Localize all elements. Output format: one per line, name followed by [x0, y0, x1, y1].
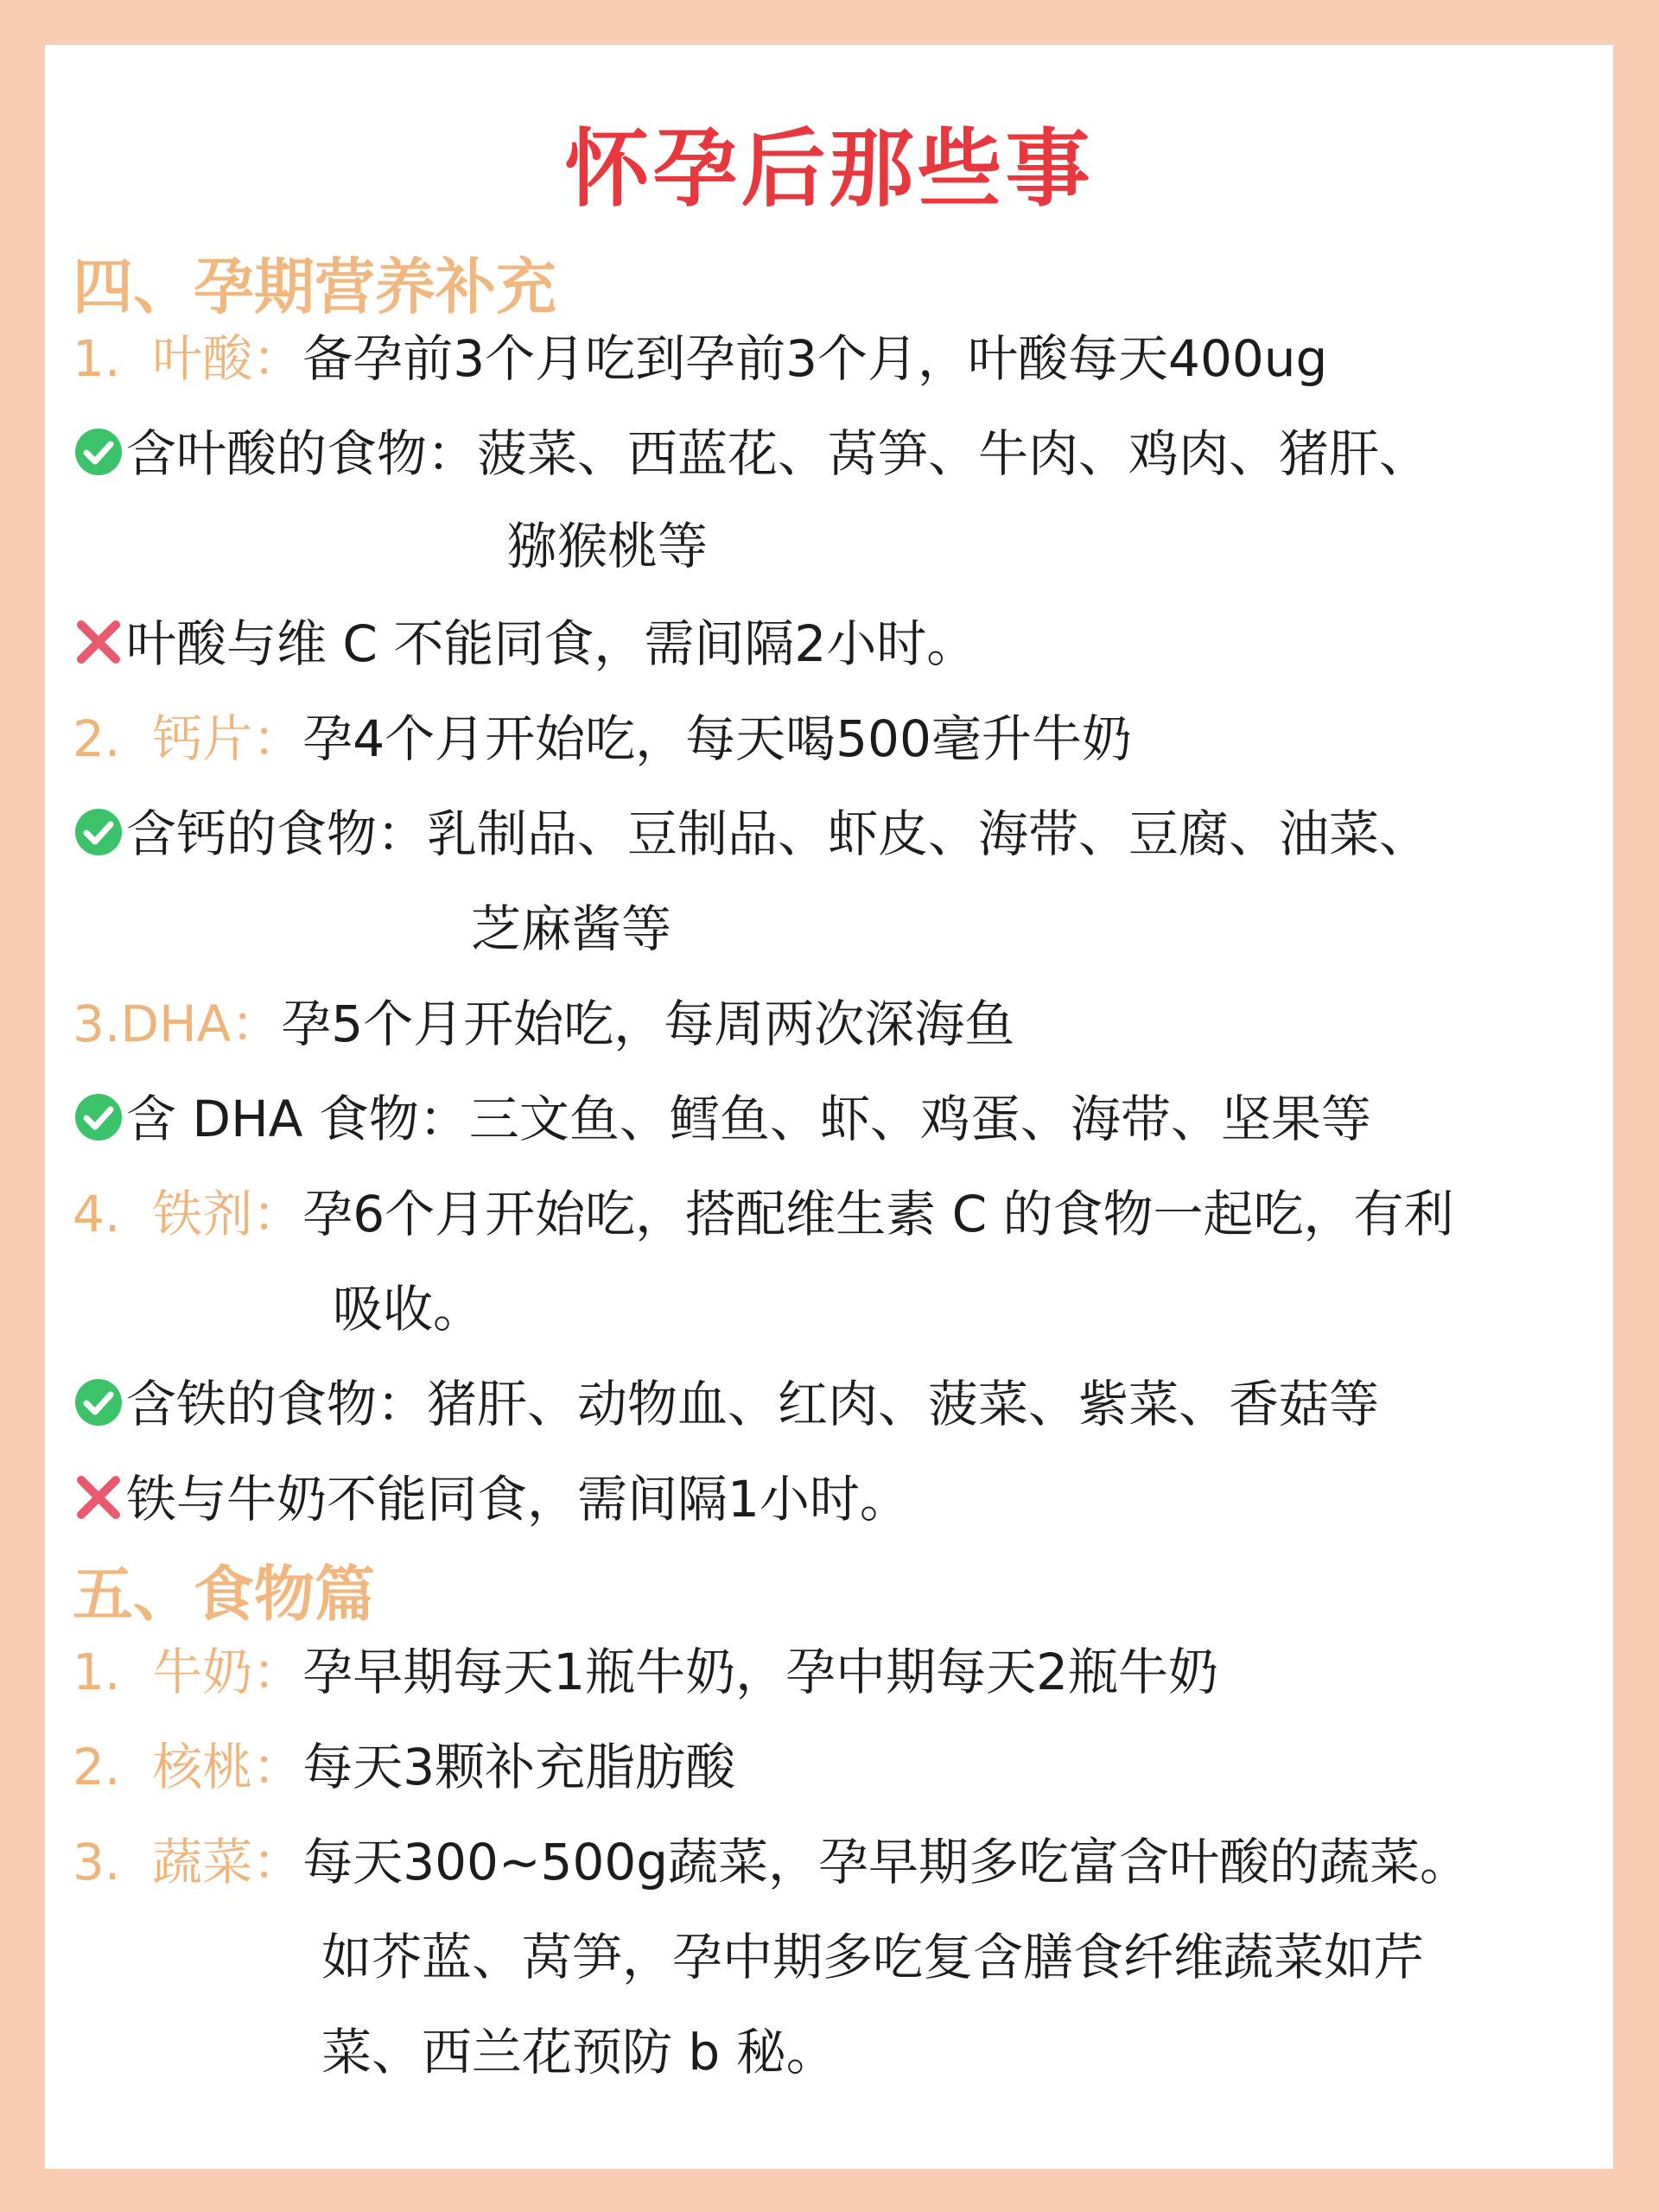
item-number: 4.	[73, 1185, 121, 1243]
vegetables-text-continued-1: 如芥蓝、莴笋，孕中期多吃复含膳食纤维蔬菜如芹	[321, 1928, 1425, 1986]
item-number: 2.	[73, 1738, 121, 1796]
item-text: 备孕前3个月吃到孕前3个月，叶酸每天400ug	[302, 329, 1328, 388]
item-calcium	[73, 704, 1132, 773]
folic-acid-warning-text: 叶酸与维 C 不能同食，需间隔2小时。	[126, 614, 977, 673]
item-label: 叶酸：	[152, 329, 303, 388]
iron-foods	[73, 1370, 1379, 1439]
vegetables-text-continued-2: 菜、西兰花预防 b 秘。	[321, 2023, 836, 2082]
iron-warning	[73, 1465, 910, 1534]
content-card	[45, 45, 1613, 2169]
check-circle-icon	[73, 806, 124, 858]
iron-text-continued: 吸收。	[333, 1280, 484, 1338]
item-text: 每天300~500g蔬菜，孕早期多吃富含叶酸的蔬菜。	[302, 1833, 1471, 1891]
folic-acid-warning	[73, 609, 976, 678]
calcium-foods-continued: 芝麻酱等	[471, 899, 672, 958]
folic-acid-foods	[73, 419, 1429, 488]
item-text: 孕6个月开始吃，搭配维生素 C 的食物一起吃，有利	[302, 1185, 1454, 1243]
calcium-foods-text: 含钙的食物：乳制品、豆制品、虾皮、海带、豆腐、油菜、	[126, 804, 1430, 863]
page-title: 怀孕后那些事	[564, 120, 1094, 219]
folic-acid-foods-continued: 猕猴桃等	[507, 517, 709, 575]
item-dha	[73, 989, 1014, 1058]
item-vegetables	[73, 1827, 1470, 1897]
item-label: 铁剂：	[152, 1185, 303, 1243]
check-circle-icon	[73, 1376, 124, 1428]
iron-warning-text: 铁与牛奶不能同食，需间隔1小时。	[126, 1470, 910, 1529]
check-circle-icon	[73, 1091, 124, 1143]
iron-foods-text: 含铁的食物：猪肝、动物血、红肉、菠菜、紫菜、香菇等	[126, 1375, 1380, 1433]
cross-icon	[73, 1471, 124, 1523]
item-label: 蔬菜：	[152, 1833, 303, 1891]
check-circle-icon	[73, 426, 124, 478]
item-number: 3.	[73, 1833, 121, 1891]
item-text: 孕早期每天1瓶牛奶，孕中期每天2瓶牛奶	[302, 1643, 1219, 1701]
calcium-foods	[73, 799, 1429, 868]
item-iron	[73, 1179, 1454, 1249]
item-text: 孕5个月开始吃，每周两次深海鱼	[281, 995, 1015, 1053]
cross-icon	[73, 616, 124, 668]
dha-foods	[73, 1084, 1371, 1154]
item-label: 3.DHA：	[73, 995, 282, 1053]
item-milk	[73, 1637, 1218, 1707]
dha-foods-text: 含 DHA 食物：三文鱼、鳕鱼、虾、鸡蛋、海带、坚果等	[126, 1090, 1371, 1148]
item-label: 核桃：	[152, 1738, 303, 1796]
item-folic-acid	[73, 324, 1327, 393]
item-label: 牛奶：	[152, 1643, 303, 1701]
item-text: 孕4个月开始吃，每天喝500毫升牛奶	[302, 709, 1132, 768]
section-heading-nutrition: 四、孕期营养补充	[73, 251, 556, 322]
item-number: 1.	[73, 1643, 121, 1701]
item-walnut	[73, 1732, 735, 1802]
section-heading-food: 五、食物篇	[73, 1559, 375, 1630]
item-label: 钙片：	[152, 709, 303, 768]
folic-acid-foods-text: 含叶酸的食物：菠菜、西蓝花、莴笋、牛肉、鸡肉、猪肝、	[126, 424, 1430, 483]
item-number: 1.	[73, 329, 121, 388]
item-number: 2.	[73, 709, 121, 768]
item-text: 每天3颗补充脂肪酸	[302, 1738, 736, 1796]
